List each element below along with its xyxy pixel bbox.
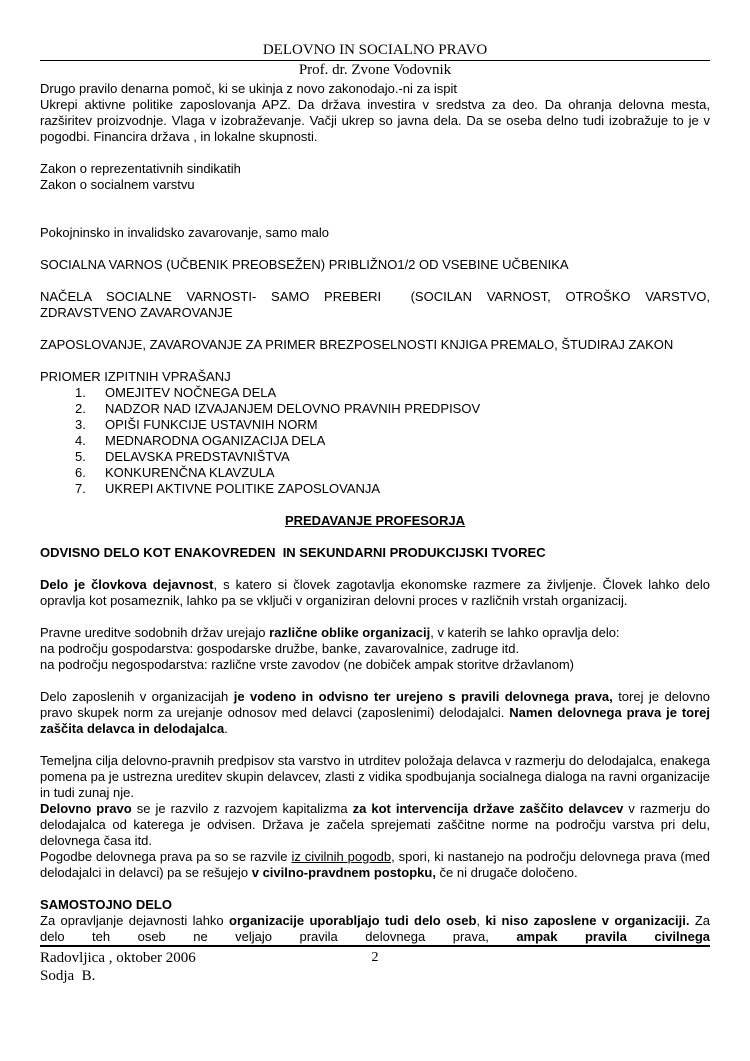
text-run: , v katerih se lahko opravlja delo: (430, 625, 620, 640)
text-run-bold: različne oblike organizacij (269, 625, 431, 640)
text-run-underline: iz civilnih pogodb (291, 849, 392, 864)
blank-line (40, 737, 710, 753)
list-item (40, 385, 710, 401)
list-item-label: OPIŠI FUNKCIJE USTAVNIH NORM (105, 417, 318, 432)
page-number: 2 (371, 950, 379, 965)
list-item-label: OMEJITEV NOČNEGA DELA (105, 385, 277, 400)
blank-line (40, 673, 710, 689)
text-run: če ni drugače določeno. (435, 865, 578, 880)
blank-line (40, 561, 710, 577)
paragraph-nacela: NAČELA SOCIALNE VARNOSTI- SAMO PREBERI (SOCILAN VARNOST, OTROŠKO VARSTVO, ZDRAVSTVENO ZAVAROVANJE (40, 289, 710, 320)
list-item-number: 5. (75, 449, 86, 464)
footer (40, 945, 710, 985)
author-line: Prof. dr. Zvone Vodovnik (298, 62, 452, 78)
text-run: Delo zaposlenih v organizacijah (40, 689, 234, 704)
text-run: v razmerju do delodajalca od katerega je odvisen. Država je začela sprejemati zaščitne norme na področju varstva pri delu, delovnega časa itd. (40, 801, 710, 848)
paragraph-negospodarstvo: na področju negospodarstva: različne vrste zavodov (ne dobiček ampak storitve državlanom) (40, 657, 574, 672)
list-item (40, 481, 710, 497)
paragraph-delo-dejavnost (40, 577, 710, 609)
paragraph-pogodbe (40, 849, 710, 881)
paragraph-temeljna-cilja: Temeljna cilja delovno-pravnih predpisov sta varstvo in utrditev položaja delavca v razmerju do delodajalca, enakega pomena pa je ustrezna ureditev skupin delavcev, zlasti z vidika spodbujanja socialnega dialoga na ravni organizacije in tudi zunaj nje. (40, 753, 710, 800)
text-run-bold: ampak pravila civilnega (516, 929, 710, 944)
list-item-number: 3. (75, 417, 86, 432)
document-title: DELOVNO IN SOCIALNO PRAVO (262, 42, 488, 58)
list-item-label: DELAVSKA PREDSTAVNIŠTVA (105, 449, 290, 464)
text-run: , s katero si človek zagotavlja ekonomske razmere za življenje. Človek lahko delo opravlja kot posameznik, lahko pa se vključi v organiziran delovni proces v različnih vrstah organizacij. (40, 577, 710, 608)
heading-predavanje-text: PREDAVANJE PROFESORJA (284, 513, 466, 528)
list-item (40, 433, 710, 449)
list-item (40, 465, 710, 481)
paragraph-delo-zaposlenih (40, 689, 710, 737)
heading-samostojno-delo: SAMOSTOJNO DELO (40, 897, 172, 912)
text-run: , (476, 913, 486, 928)
blank-line (40, 497, 710, 513)
blank-line (40, 529, 710, 545)
list-item-number: 7. (75, 481, 86, 496)
blank-line (40, 241, 710, 257)
paragraph-delovno-pravo (40, 801, 710, 849)
heading-predavanje (40, 513, 710, 529)
footer-place-date: Radovljica , oktober 2006 (40, 950, 196, 966)
paragraph-gospodarstvo: na področju gospodarstva: gospodarske družbe, banke, zavarovalnice, zadruge itd. (40, 641, 520, 656)
blank-line (40, 881, 710, 897)
blank-lines (40, 193, 710, 225)
heading-odvisno-delo: ODVISNO DELO KOT ENAKOVREDEN IN SEKUNDARNI PRODUKCIJSKI TVOREC (40, 545, 546, 560)
text-run: torej je delovno pravo skupek norm za urejanje odnosov med delavci (zaposlenimi) delodajalci. (40, 689, 711, 720)
paragraph-zakon-varstvo: Zakon o socialnem varstvu (40, 177, 195, 192)
footer-author: Sodja B. (40, 968, 96, 984)
list-item-number: 4. (75, 433, 86, 448)
list-item-number: 6. (75, 465, 86, 480)
paragraph-pravne-ureditve (40, 625, 710, 641)
list-item-label: KONKURENČNA KLAVZULA (105, 465, 275, 480)
list-item (40, 401, 710, 417)
text-run-bold: v civilno-pravdnem postopku, (251, 865, 436, 880)
paragraph-priomer: PRIOMER IZPITNIH VPRAŠANJ (40, 369, 231, 384)
text-run-bold: Delovno pravo (40, 801, 132, 816)
paragraph-zakon-sindikati: Zakon o reprezentativnih sindikatih (40, 161, 241, 176)
paragraph-ukrepi: Ukrepi aktivne politike zaposlovanja APZ. Da država investira v sredstva za deo. Da ohranja delovna mesta, razširitev proizvodnje. Vlaga v izobraževanje. Vačji ukrep so javna dela. Da se oseba delno tudi izobražuje to je v pogodbi. Financira država , in lokalne skupnosti. (40, 97, 710, 144)
text-run-bold: za kot intervencija države zaščito delavcev (352, 801, 624, 816)
text-run-bold: je vodeno in odvisno ter urejeno s pravili delovnega prava, (233, 689, 613, 704)
exam-questions-list (40, 385, 710, 497)
footer-divider (40, 945, 710, 947)
list-item-label: UKREPI AKTIVNE POLITIKE ZAPOSLOVANJA (105, 481, 381, 496)
list-item-number: 2. (75, 401, 86, 416)
text-run: Za delo teh oseb ne veljajo pravila delovnega prava, (40, 913, 710, 944)
list-item (40, 417, 710, 433)
blank-line (40, 609, 710, 625)
text-run: Pravne ureditve sodobnih držav urejajo (40, 625, 270, 640)
paragraph-socialna-varnost: SOCIALNA VARNOS (UČBENIK PREOBSEŽEN) PRIBLIŽNO1/2 OD VSEBINE UČBENIKA (40, 257, 569, 272)
list-item-number: 1. (75, 385, 86, 400)
paragraph-drugo-pravilo: Drugo pravilo denarna pomoč, ki se ukinja z novo zakonodajo.-ni za ispit (40, 81, 457, 96)
text-run: Pogodbe delovnega prava pa so se razvile (40, 849, 292, 864)
list-item-label: NADZOR NAD IZVAJANJEM DELOVNO PRAVNIH PREDPISOV (105, 401, 481, 416)
text-run: . (224, 721, 228, 736)
blank-line (40, 321, 710, 337)
title-divider (40, 60, 710, 61)
footer-line (40, 949, 710, 967)
text-run: , spori, ki nastanejo na področju delovnega prava (med delodajalci in delavci) pa se rešujejo (40, 849, 710, 880)
text-run: Za opravljanje dejavnosti lahko (40, 913, 229, 928)
list-item-label: MEDNARODNA OGANIZACIJA DELA (105, 433, 326, 448)
paragraph-pokojninsko: Pokojninsko in invalidsko zavarovanje, samo malo (40, 225, 330, 240)
text-run-bold: Namen delovnega prava je torej zaščita delavca in delodajalca (40, 705, 711, 736)
text-run-bold: ki niso zaposlene v organizaciji. (485, 913, 690, 928)
text-run-bold: Delo je človkova dejavnost (40, 577, 214, 592)
blank-line (40, 353, 710, 369)
text-run: se je razvilo z razvojem kapitalizma (131, 801, 353, 816)
paragraph-zaposlovanje: ZAPOSLOVANJE, ZAVAROVANJE ZA PRIMER BREZPOSELNOSTI KNJIGA PREMALO, ŠTUDIRAJ ZAKON (40, 337, 674, 352)
blank-line (40, 273, 710, 289)
text-run-bold: organizacije uporabljajo tudi delo oseb (229, 913, 477, 928)
list-item (40, 449, 710, 465)
footer-line (40, 967, 710, 985)
blank-line (40, 145, 710, 161)
paragraph-samostojno (40, 913, 710, 945)
